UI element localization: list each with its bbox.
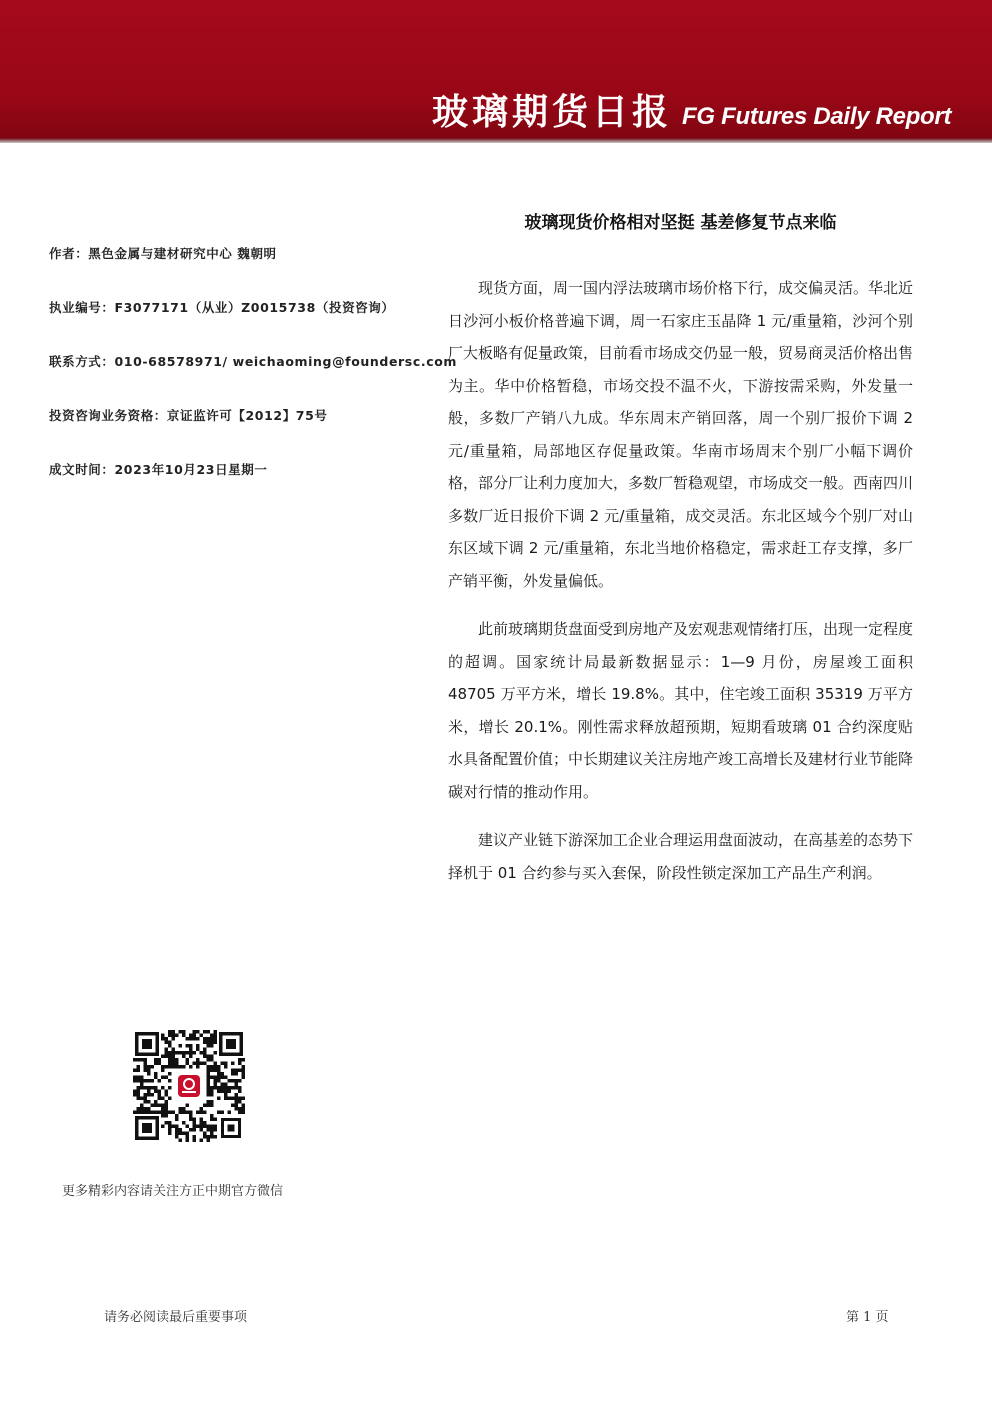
- qr-finder-bottom-right: [221, 1118, 241, 1138]
- wechat-qr-code: [133, 1030, 245, 1142]
- qr-finder-bottom-left: [135, 1116, 159, 1140]
- qr-finder-top-left: [135, 1032, 159, 1056]
- report-title-en: FG Futures Daily Report: [682, 103, 952, 130]
- footer-notice: 请务必阅读最后重要事项: [104, 1310, 248, 1325]
- header-banner-edge: [0, 138, 992, 143]
- paragraph-futures-analysis: 此前玻璃期货盘面受到房地产及宏观悲观情绪打压，出现一定程度的超调。国家统计局最新数据显示：1—9 月份，房屋竣工面积 48705 万平方米，增长 19.8%。其中，住宅竣工面积 35319 万平方米，增长 20.1%。刚性需求释放超预期，短期看玻璃 01 合约深度贴水具备配置价值；中长期建议关注房地产竣工高增长及建材行业节能降碳对行情的推动作用。: [448, 620, 914, 801]
- article-body: [448, 272, 913, 905]
- paragraph-hedging-advice: 建议产业链下游深加工企业合理运用盘面波动，在高基差的态势下择机于 01 合约参与买入套保，阶段性锁定深加工产品生产利润。: [448, 831, 914, 882]
- qr-caption: 更多精彩内容请关注方正中期官方微信: [62, 1184, 284, 1199]
- qr-finder-top-right: [219, 1032, 243, 1056]
- author-info: [49, 243, 458, 513]
- page-number: 第 1 页: [846, 1310, 889, 1325]
- contact-line: 联系方式：010-68578971/ weichaoming@foundersc.com: [49, 354, 458, 369]
- paragraph-spot-market: 现货方面，周一国内浮法玻璃市场价格下行，成交偏灵活。华北近日沙河小板价格普遍下调，周一石家庄玉晶降 1 元/重量箱，沙河个别厂大板略有促量政策，目前看市场成交仍显一般，贸易商灵活价格出售为主。华中价格暂稳，市场交投不温不火，下游按需采购，外发量一般，多数厂产销八九成。华东周末产销回落，周一个别厂报价下调 2 元/重量箱，局部地区存促量政策。华南市场周末个别厂小幅下调价格，部分厂让利力度加大，多数厂暂稳观望，市场成交一般。西南四川多数厂近日报价下调 2 元/重量箱，成交灵活。东北区域今个别厂对山东区域下调 2 元/重量箱，东北当地价格稳定，需求赶工存支撑，多厂产销平衡，外发量偏低。: [448, 279, 914, 590]
- report-title-cn: 玻璃期货日报: [432, 92, 673, 133]
- qualification-line: 投资咨询业务资格：京证监许可【2012】75号: [49, 408, 328, 423]
- author-line: 作者：黑色金属与建材研究中心 魏朝明: [49, 246, 277, 261]
- license-line: 执业编号：F3077171（从业）Z0015738（投资咨询）: [49, 300, 395, 315]
- report-title: [432, 84, 952, 133]
- article-title: 玻璃现货价格相对坚挺 基差修复节点来临: [524, 213, 837, 233]
- date-line: 成文时间：2023年10月23日星期一: [49, 462, 268, 477]
